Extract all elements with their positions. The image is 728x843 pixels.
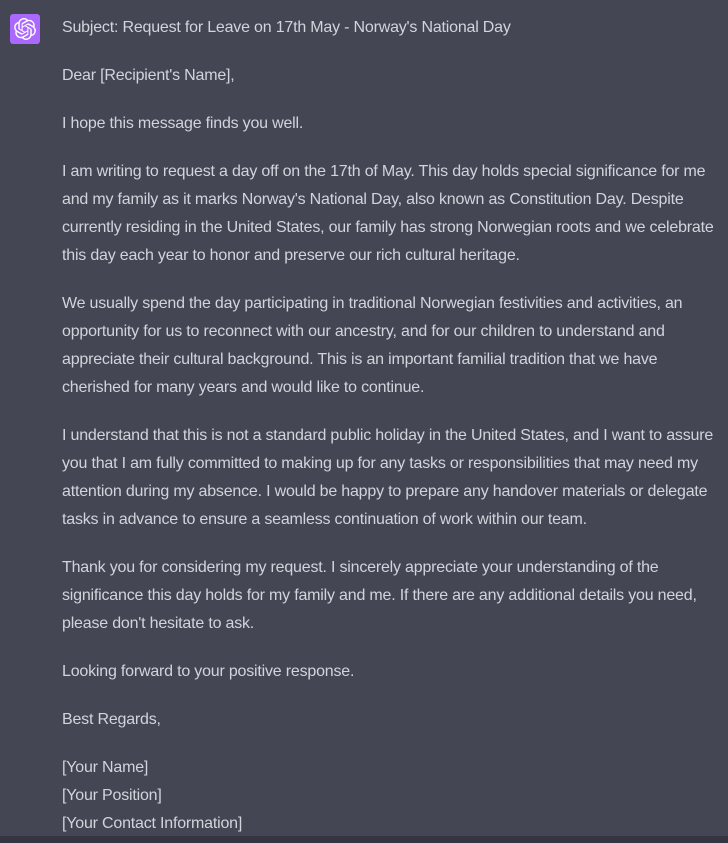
- message-paragraph: We usually spend the day participating in traditional Norwegian festivities and activities, an opportunity for us to reconnect with our ancestry, and for our children to understand and appreciate their cultural background. This is an important familial tradition that we have cherished for many years and would like to continue.: [62, 295, 683, 396]
- assistant-avatar: [10, 14, 40, 44]
- signature-line: [Your Contact Information]: [62, 815, 243, 832]
- signature-line: [Your Position]: [62, 787, 162, 804]
- message-paragraph: Looking forward to your positive response.: [62, 663, 355, 680]
- message-paragraph: I understand that this is not a standard public holiday in the United States, and I want to assure you that I am fully committed to making up for any tasks or responsibilities that may need my attention during my absence. I would be happy to prepare any handover materials or delegate tasks in advance to ensure a seamless continuation of work within our team.: [62, 427, 714, 528]
- message-paragraph: I hope this message finds you well.: [62, 115, 304, 132]
- signature-block: [62, 754, 715, 836]
- signature-line: [Your Name]: [62, 759, 149, 776]
- message-content: [62, 14, 715, 836]
- message-paragraph: Subject: Request for Leave on 17th May - Norway's National Day: [62, 19, 511, 36]
- message-paragraph: Dear [Recipient's Name],: [62, 67, 235, 84]
- openai-logo-icon: [14, 18, 36, 40]
- message-paragraph: Best Regards,: [62, 711, 161, 728]
- message-paragraph: Thank you for considering my request. I sincerely appreciate your understanding of the significance this day holds for my family and me. If there are any additional details you need, please don't hesitate to ask.: [62, 559, 697, 632]
- message-paragraph: I am writing to request a day off on the 17th of May. This day holds special significance for me and my family as it marks Norway's National Day, also known as Constitution Day. Despite currently residing in the United States, our family has strong Norwegian roots and we celebrate this day each year to honor and preserve our rich cultural heritage.: [62, 163, 714, 264]
